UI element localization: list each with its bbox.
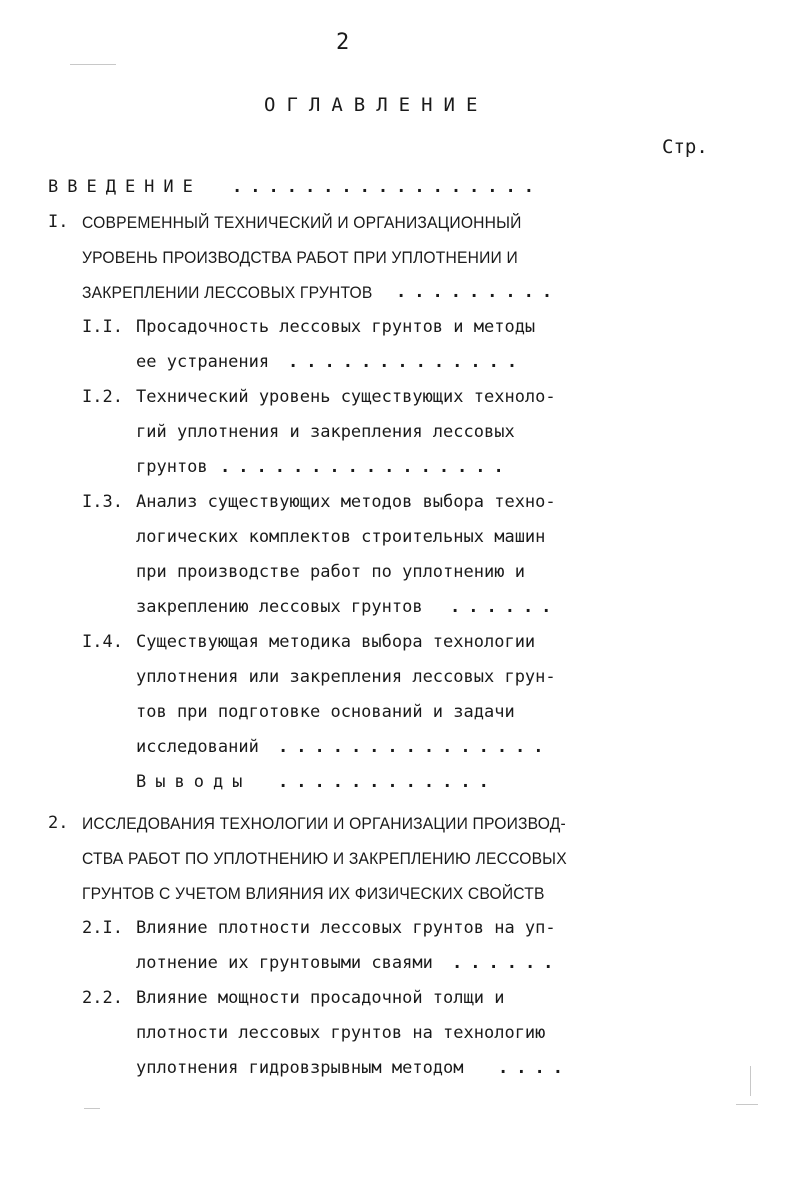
toc-s1-4-line-3: тов при подготовке оснований и задачи [136, 702, 515, 722]
toc-conclusions-label: Выводы [136, 772, 252, 792]
scan-artifact [70, 64, 116, 65]
toc-s2-2-number: 2.2. [82, 988, 123, 1008]
toc-entry-section-2-1 [0, 911, 794, 981]
toc-intro-leader: ................. [232, 177, 542, 197]
toc-s1-4-line-1: Существующая методика выбора технологии [136, 632, 536, 652]
toc-entry-conclusions [0, 765, 794, 800]
toc-s1-3-line-2: логических комплектов строительных машин [136, 527, 546, 547]
toc-s1-4-leader: ............... [278, 737, 552, 757]
toc-entry-section-1-4 [0, 625, 794, 765]
toc-s2-1-line-1: Влияние плотности лессовых грунтов на уп- [136, 918, 556, 938]
scan-artifact [84, 1108, 100, 1109]
page-column-label: Стр. [662, 136, 708, 158]
toc-ch1-line-1: СОВРЕМЕННЫЙ ТЕХНИЧЕСКИЙ И ОРГАНИЗАЦИОННЫЙ [82, 213, 522, 232]
toc-s1-4-number: I.4. [82, 632, 123, 652]
scan-artifact [736, 1104, 758, 1105]
toc-s1-2-leader: ................ [220, 457, 512, 477]
toc-entry-section-1-3 [0, 485, 794, 625]
toc-ch1-line-2: УРОВЕНЬ ПРОИЗВОДСТВА РАБОТ ПРИ УПЛОТНЕНИИ И [82, 248, 518, 267]
toc-s2-2-line-1: Влияние мощности просадочной толщи и [136, 988, 505, 1008]
toc-ch2-number: 2. [48, 813, 69, 833]
toc-ch2-line-2: СТВА РАБОТ ПО УПЛОТНЕНИЮ И ЗАКРЕПЛЕНИЮ ЛЕССОВЫХ [82, 849, 567, 868]
scan-artifact [750, 1066, 751, 1096]
toc-entry-chapter-1 [0, 205, 794, 310]
toc-ch1-leader: ......... [396, 282, 561, 302]
page-number: 2 [336, 30, 350, 55]
toc-s2-2-line-3: уплотнения гидровзрывным методом [136, 1058, 464, 1078]
page-title: ОГЛАВЛЕНИЕ [264, 94, 489, 116]
toc-s1-3-line-1: Анализ существующих методов выбора техно- [136, 492, 556, 512]
toc-s2-2-leader: .... [498, 1058, 571, 1078]
toc-s1-2-line-2: гий уплотнения и закрепления лессовых [136, 422, 515, 442]
toc-s2-1-number: 2.I. [82, 918, 123, 938]
toc-s1-2-line-1: Технический уровень существующих техноло- [136, 387, 556, 407]
toc-ch2-line-1: ИССЛЕДОВАНИЯ ТЕХНОЛОГИИ И ОРГАНИЗАЦИИ ПРОИЗВОД- [82, 814, 566, 833]
table-of-contents [0, 170, 794, 1086]
toc-s1-2-line-3: грунтов [136, 457, 208, 477]
toc-s1-2-number: I.2. [82, 387, 123, 407]
toc-entry-section-1-2 [0, 380, 794, 485]
toc-s1-3-line-4: закреплению лессовых грунтов [136, 597, 423, 617]
toc-ch1-line-3: ЗАКРЕПЛЕНИИ ЛЕССОВЫХ ГРУНТОВ [82, 283, 373, 302]
toc-s2-1-line-2: лотнение их грунтовыми сваями [136, 953, 433, 973]
toc-entry-chapter-2 [0, 806, 794, 911]
toc-s1-4-line-4: исследований [136, 737, 259, 757]
toc-ch2-line-3: ГРУНТОВ С УЧЕТОМ ВЛИЯНИЯ ИХ ФИЗИЧЕСКИХ СВОЙСТВ [82, 884, 545, 903]
toc-s1-1-line-2: ее устранения [136, 352, 270, 372]
toc-s1-3-leader: ...... [450, 597, 560, 617]
toc-intro-label: ВВЕДЕНИЕ [48, 177, 202, 197]
toc-entry-intro [0, 170, 794, 205]
toc-s1-1-leader: ............. [288, 352, 526, 372]
toc-entry-section-2-2 [0, 981, 794, 1086]
toc-s2-2-line-2: плотности лессовых грунтов на технологию [136, 1023, 546, 1043]
toc-entry-section-1-1 [0, 310, 794, 380]
toc-s1-1-number: I.I. [82, 317, 123, 337]
toc-s1-4-line-2: уплотнения или закрепления лессовых грун- [136, 667, 556, 687]
toc-s1-3-number: I.3. [82, 492, 123, 512]
toc-s2-1-leader: ...... [452, 953, 562, 973]
toc-ch1-number: I. [48, 212, 69, 232]
toc-conclusions-leader: ............ [278, 772, 497, 792]
toc-s1-1-line-1: Просадочность лессовых грунтов и методы [136, 317, 536, 337]
toc-s1-3-line-3: при производстве работ по уплотнению и [136, 562, 525, 582]
